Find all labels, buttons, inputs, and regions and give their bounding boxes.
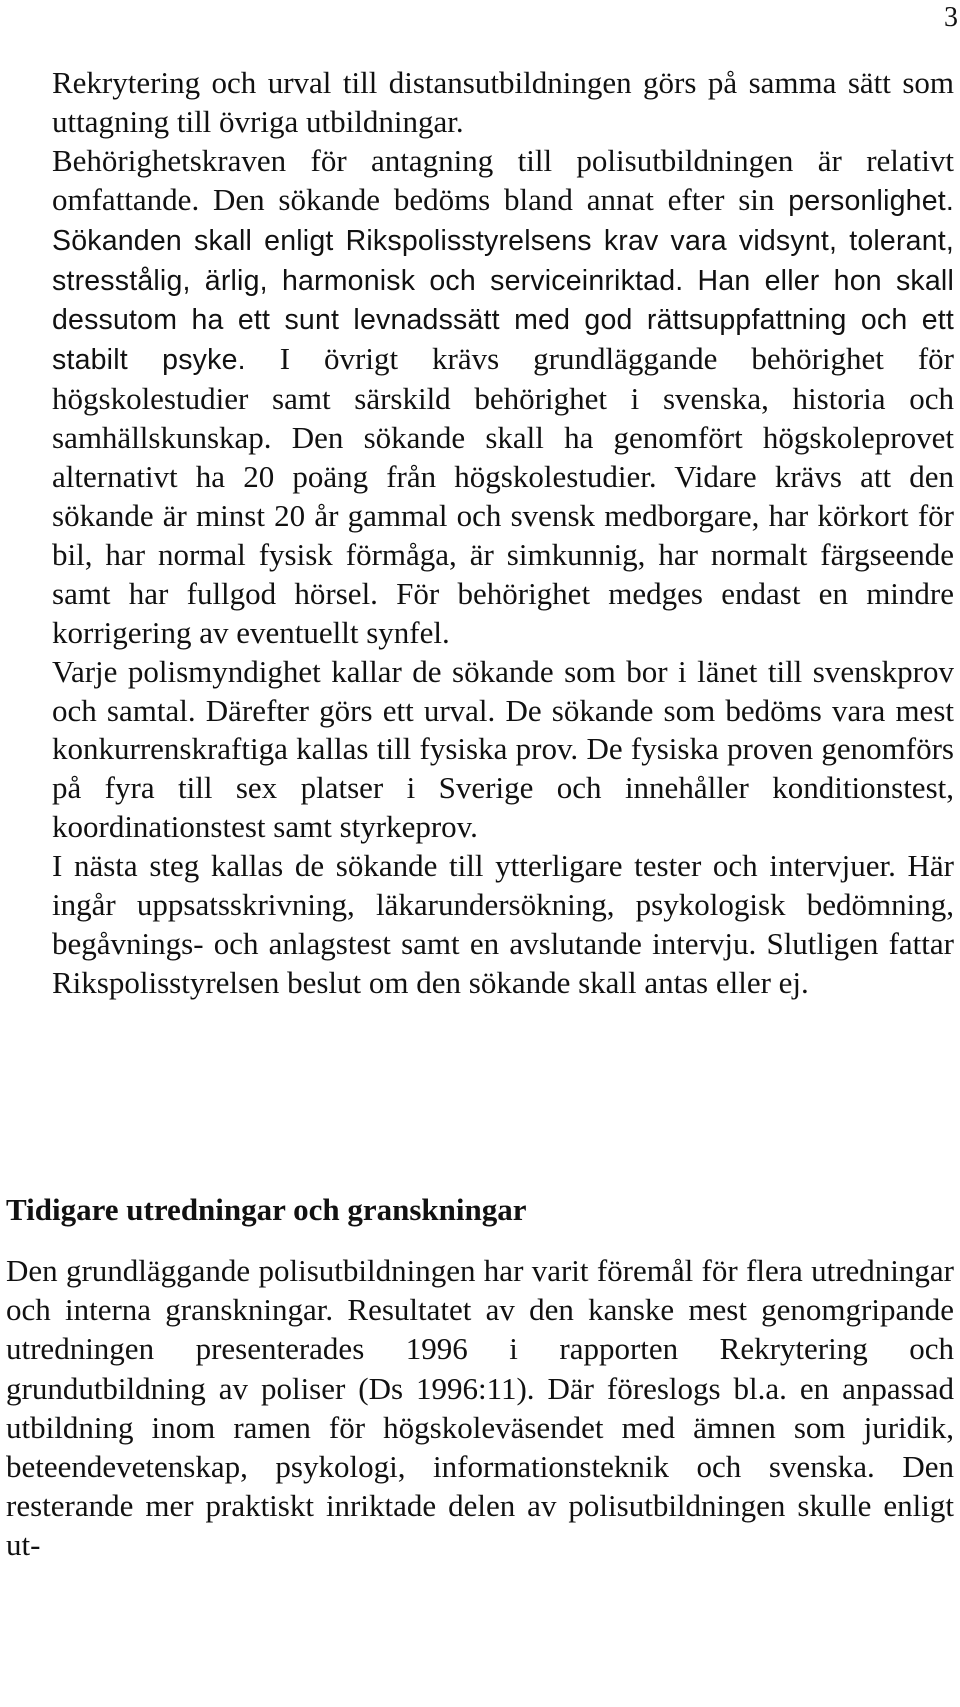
page-number: 3	[944, 2, 958, 33]
section-paragraph: Den grundläggande polisutbildningen har varit föremål för flera utredningar och interna granskningar. Resultatet av den kanske mest genomgripande utredningen presenterades 1996 i rapporten Rekrytering och grundutbildning av poliser (Ds 1996:11). Där föreslogs bl.a. en anpassad utbildning inom ramen för högskoleväsendet med ämnen som juridik, beteendevetenskap, psykologi, informationsteknik och svenska. Den resterande mer praktiskt inriktade delen av polisutbildningen skulle enligt ut-	[6, 1253, 954, 1563]
paragraph-selection: Varje polismyndighet kallar de sökande som bor i länet till svenskprov och samtal. Därefter görs ett urval. De sökande som bedöms vara mest konkurrenskraftiga kallas till fysiska prov. De fysiska proven genomförs på fyra till sex platser i Sverige och innehåller konditionstest, koordinationstest samt styrkeprov.	[52, 653, 954, 845]
section-heading: Tidigare utredningar och granskningar	[6, 1192, 527, 1227]
paragraph-interviews: I nästa steg kallas de sökande till ytterligare tester och intervjuer. Här ingår uppsatsskrivning, läkarundersökning, psykologisk bedömning, begåvnings- och anlagstest samt en avslutande intervju. Slutligen fattar Rikspolisstyrelsen beslut om den sökande skall antas eller ej.	[52, 848, 954, 1000]
eligibility-text-personality: personlighet. Sökanden skall enligt Rikspolisstyrelsens krav vara vidsynt, tolerant, stresstålig, ärlig, harmonisk och serviceinriktad. Han eller hon skall dessutom ha ett sunt levnadssätt med god rättsuppfattning och ett stabilt psyke.	[52, 184, 955, 377]
section-previous-investigations	[6, 1191, 954, 1565]
paragraph-eligibility	[52, 142, 954, 653]
body-text	[52, 64, 954, 1003]
paragraph-recruitment: Rekrytering och urval till distansutbildningen görs på samma sätt som uttagning till övriga utbildningar.	[52, 65, 954, 139]
eligibility-text-intro: Behörighetskraven för antagning till polisutbildningen är relativt omfattande. Den sökande bedöms bland annat efter sin	[52, 142, 954, 217]
eligibility-text-requirements: I övrigt krävs grundläggande behörighet för högskolestudier samt särskild behörighet i svenska, historia och samhällskunskap. Den sökande skall ha genomfört högskoleprovet alternativt ha 20 poäng från högskolestudier. Vidare krävs att den sökande är minst 20 år gammal och svensk medborgare, har körkort för bil, har normal fysisk förmåga, är simkunnig, har normalt färgseende samt har fullgod hörsel. För behörighet medges endast en mindre korrigering av eventuellt synfel.	[52, 341, 955, 650]
